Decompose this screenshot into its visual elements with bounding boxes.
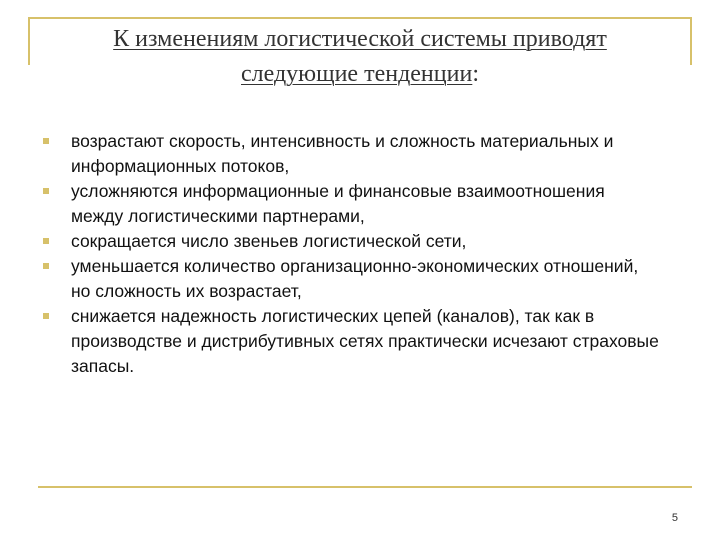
- bullet-item: [40, 129, 660, 179]
- square-bullet-icon: [43, 263, 49, 269]
- bullet-text: усложняются информационные и финансовые взаимоотношения между логистическими партнерами,: [71, 181, 605, 226]
- title-line-1: К изменениям логистической системы приводят: [113, 26, 607, 52]
- square-bullet-icon: [43, 313, 49, 319]
- square-bullet-icon: [43, 238, 49, 244]
- frame-right-line: [690, 17, 692, 65]
- slide-title: [40, 22, 680, 92]
- bullet-text: сокращается число звеньев логистической сети,: [71, 231, 467, 251]
- page-number: 5: [671, 512, 678, 524]
- frame-bottom-line: [38, 486, 692, 488]
- square-bullet-icon: [43, 188, 49, 194]
- title-line-2: следующие тенденции: [241, 61, 473, 87]
- bullet-item: [40, 304, 660, 379]
- bullet-list: [40, 129, 660, 379]
- frame-top-line: [28, 17, 692, 19]
- bullet-item: [40, 254, 660, 304]
- square-bullet-icon: [43, 138, 49, 144]
- bullet-item: [40, 179, 660, 229]
- frame-left-line: [28, 17, 30, 65]
- bullet-item: [40, 229, 660, 254]
- bullet-text: уменьшается количество организационно-экономических отношений, но сложность их возрастает,: [71, 256, 639, 301]
- title-colon: :: [472, 61, 479, 87]
- bullet-text: возрастают скорость, интенсивность и сложность материальных и информационных потоков,: [71, 131, 614, 176]
- bullet-text: снижается надежность логистических цепей (каналов), так как в производстве и дистрибутивных сетях практически исчезают страховые запасы.: [71, 306, 659, 376]
